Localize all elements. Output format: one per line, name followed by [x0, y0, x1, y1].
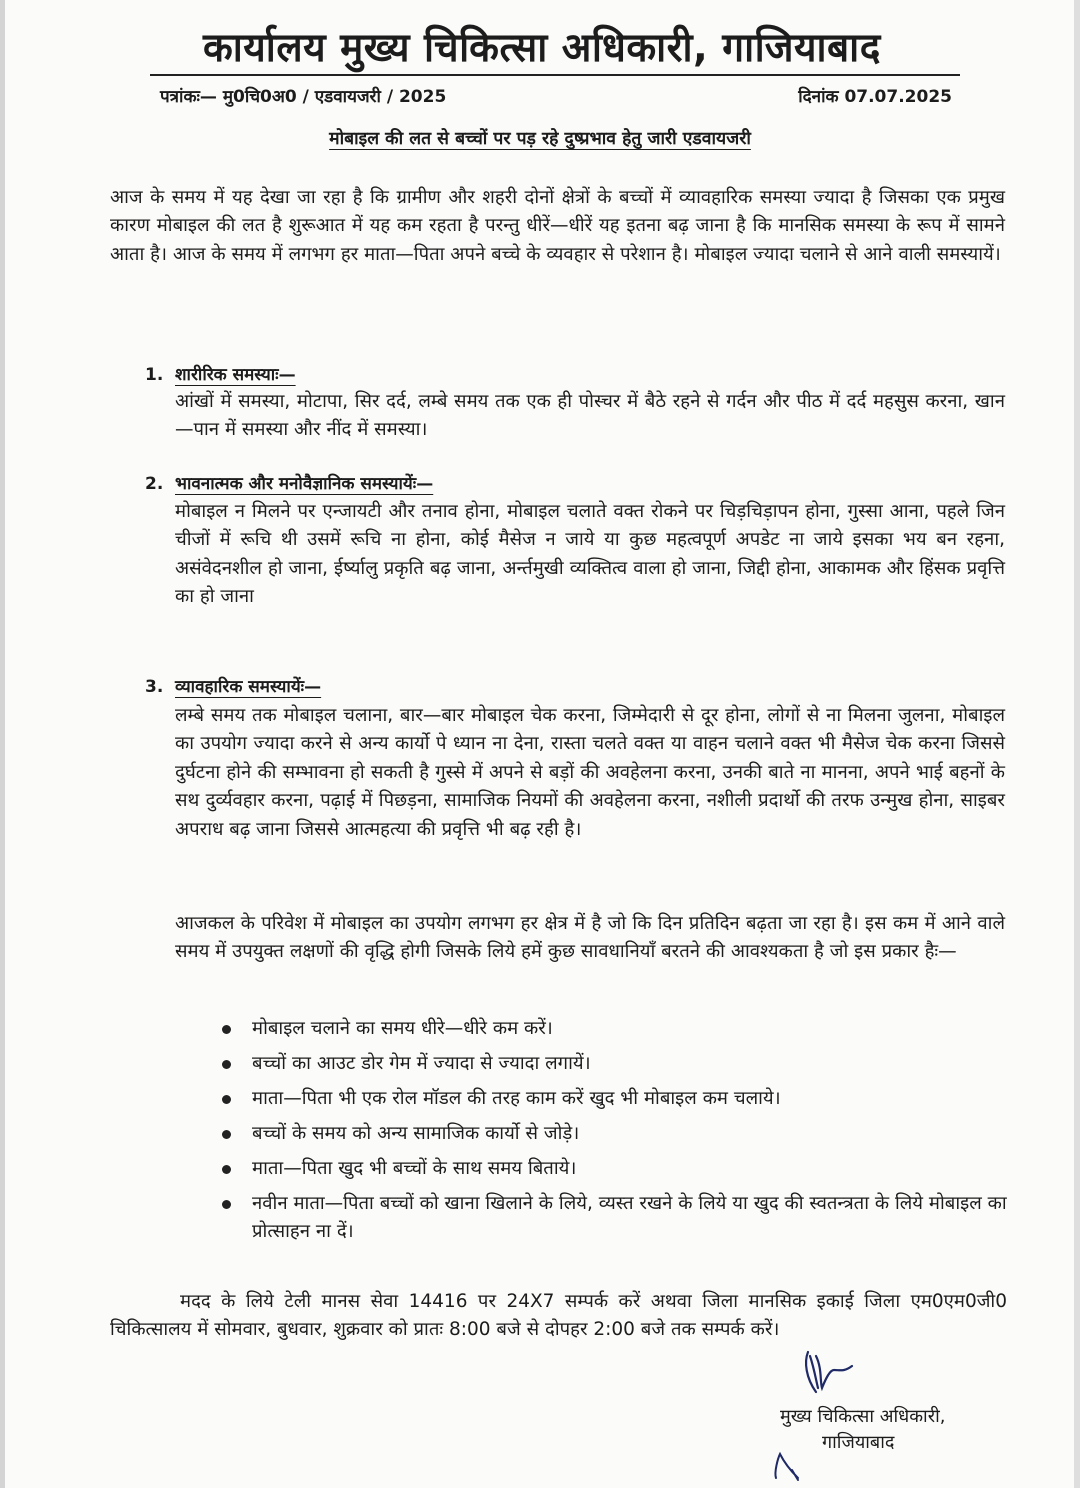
- signatory-place: गाजियाबाद: [822, 1432, 895, 1453]
- office-title: कार्यालय मुख्य चिकित्सा अधिकारी, गाजियाबाद: [202, 25, 881, 71]
- subject-text: मोबाइल की लत से बच्चों पर पड़ रहे दुष्प्रभाव हेतु जारी एडवायजरी: [329, 129, 751, 149]
- header-rule: [150, 74, 960, 76]
- precaution-item: माता—पिता भी एक रोल मॉडल की तरह काम करें खुद भी मोबाइल कम चलाये।: [220, 1085, 1010, 1113]
- intro-paragraph: आज के समय में यह देखा जा रहा है कि ग्रामीण और शहरी दोनों क्षेत्रों के बच्चों में व्यावहारिक समस्या ज्यादा है जिसका एक प्रमुख कारण मोबाइल की लत है शुरूआत में यह कम रहता है परन्तु धीरें—धीरें यह इतना बढ़ जाना है कि मानसिक समस्या के रूप में सामने आता है। आज के समय में लगभग हर माता—पिता अपने बच्चे के व्यवहार से परेशान है। मोबाइल ज्यादा चलाने से आने वाली समस्यायें।: [110, 187, 1005, 265]
- document-date: दिनांक 07.07.2025: [798, 87, 952, 107]
- section-label: व्यावहारिक समस्यायेंः—: [175, 677, 322, 697]
- section-label: भावनात्मक और मनोवैज्ञानिक समस्यायेंः—: [175, 474, 434, 494]
- precaution-item: बच्चों के समय को अन्य सामाजिक कार्यो से जोड़े।: [220, 1120, 1010, 1148]
- section-label: शारीरिक समस्याः—: [175, 365, 296, 385]
- subject-line: [0, 126, 1080, 150]
- precautions-list: [220, 1015, 1010, 1253]
- section-heading-emotional: [145, 471, 433, 494]
- initials-mark-icon: [770, 1448, 810, 1484]
- bullet-icon: [222, 1095, 231, 1104]
- bullet-icon: [222, 1025, 231, 1034]
- bullet-icon: [222, 1060, 231, 1069]
- precaution-item: नवीन माता—पिता बच्चों को खाना खिलाने के लिये, व्यस्त रखने के लिये या खुद की स्वतन्त्रता के लिये मोबाइल का प्रोत्साहन ना दें।: [220, 1190, 1010, 1246]
- section-heading-behavioral: [145, 674, 321, 697]
- section-number: 2.: [145, 474, 164, 494]
- bullet-icon: [222, 1200, 231, 1209]
- section-number: 1.: [145, 365, 164, 385]
- precautions-intro: आजकल के परिवेश में मोबाइल का उपयोग लगभग हर क्षेत्र में है जो कि दिन प्रतिदिन बढ़ता जा रहा है। इस कम में आने वाले समय में उपयुक्त लक्षणों की वृद्धि होगी जिसके लिये हमें कुछ सावधानियाँ बरतने की आवश्यकता है जो इस प्रकार हैः—: [175, 913, 1005, 963]
- section-body-physical: आंखों में समस्या, मोटापा, सिर दर्द, लम्बे समय तक एक ही पोस्चर में बैठे रहने से गर्दन और पीठ में दर्द महसुस करना, खान—पान में समस्या और नींद में समस्या।: [175, 391, 1005, 441]
- signature-icon: [800, 1348, 870, 1398]
- precaution-item: माता—पिता खुद भी बच्चों के साथ समय बिताये।: [220, 1155, 1010, 1183]
- helpline-paragraph: मदद के लिये टेली मानस सेवा 14416 पर 24X7 सम्पर्क करें अथवा जिला मानसिक इकाई जिला एम0एम0जी0 चिकित्सालय में सोमवार, बुधवार, शुक्रवार को प्रातः 8:00 बजे से दोपहर 2:00 बजे तक सम्पर्क करें।: [110, 1291, 1007, 1341]
- section-heading-physical: [145, 362, 296, 385]
- precaution-item: बच्चों का आउट डोर गेम में ज्यादा से ज्यादा लगायें।: [220, 1050, 1010, 1078]
- section-body-emotional: मोबाइल न मिलने पर एन्जायटी और तनाव होना, मोबाइल चलाते वक्त रोकने पर चिड़चिड़ापन होना, गुस्सा आना, पहले जिन चीजों में रूचि थी उसमें रूचि ना होना, कोई मैसेज न जाये या कुछ महत्वपूर्ण अपडेट ना जाये इसका भय बन रहना, असंवेदनशील हो जाना, ईर्ष्यालु प्रकृति बढ़ जाना, अर्न्तमुखी व्यक्तित्व वाला हो जाना, जिद्दी होना, आकामक और हिंसक प्रवृत्ति का हो जाना: [175, 501, 1005, 608]
- reference-number: पत्रांकः— मु0चि0अ0 / एडवायजरी / 2025: [160, 87, 447, 107]
- section-body-behavioral: लम्बे समय तक मोबाइल चलाना, बार—बार मोबाइल चेक करना, जिम्मेदारी से दूर होना, लोगों से ना मिलना जुलना, मोबाइल का उपयोग ज्यादा करने से अन्य कार्यो पे ध्यान ना देना, रास्ता चलते वक्त या वाहन चलाने वक्त भी मैसेज चेक करना जिससे दुर्घटना होने की सम्भावना हो सकती है गुस्से में अपने से बड़ों की अवहेलना करना, उनकी बाते ना मानना, अपने भाई बहनों के सथ दुर्व्यवहार करना, पढ़ाई में पिछड़ना, सामाजिक नियमों की अवहेलना करना, नशीली प्रदार्थो की तरफ उन्मुख होना, साइबर अपराध बढ़ जाना जिससे आत्महत्या की प्रवृत्ति भी बढ़ रही है।: [175, 705, 1005, 840]
- precaution-item: मोबाइल चलाने का समय धीरे—धीरे कम करें।: [220, 1015, 1010, 1043]
- bullet-icon: [222, 1130, 231, 1139]
- bullet-icon: [222, 1165, 231, 1174]
- section-number: 3.: [145, 677, 164, 697]
- signatory-designation: मुख्य चिकित्सा अधिकारी,: [780, 1406, 946, 1427]
